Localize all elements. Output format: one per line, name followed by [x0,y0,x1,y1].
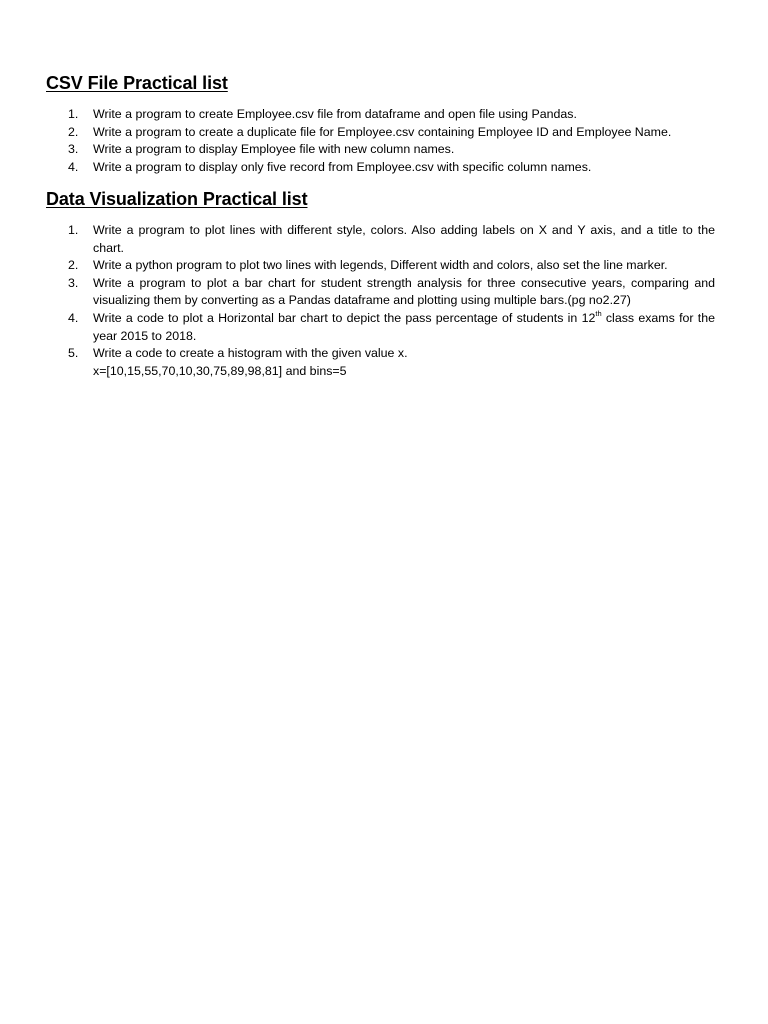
list-item-text [93,345,715,380]
list-item-text: Write a program to create a duplicate file for Employee.csv containing Employee ID and Employee Name. [93,124,672,139]
list-item [0,222,715,257]
list-item-text-start: Write a code to plot a Horizontal bar chart to depict the pass percentage of students in 12 [93,310,596,325]
list-item-number: 1. [68,107,79,121]
list-item-text: Write a python program to plot two lines with legends, Different width and colors, also set the line marker. [93,258,668,273]
csv-section-heading: CSV File Practical list [46,73,228,93]
list-item-text: Write a program to display only five record from Employee.csv with specific column names. [93,159,592,174]
list-item-number: 3. [68,275,79,290]
list-item [0,257,715,275]
list-item [0,106,715,124]
list-item [0,159,715,177]
list-item [0,275,715,310]
ordinal-superscript: th [595,308,602,318]
list-item-number: 1. [68,223,79,237]
list-item-text: Write a program to plot a bar chart for student strength analysis for three consecutive years, comparing and visualizing them by converting as a Pandas dataframe and plotting using multiple bars.(pg no2.27) [93,275,715,308]
list-item-text: Write a program to create Employee.csv file from dataframe and open file using Pandas. [93,107,577,121]
list-item-number: 2. [68,124,79,139]
csv-practical-list [0,106,720,176]
list-item [0,310,715,345]
list-item-number: 2. [68,258,79,273]
list-item-text-end: class exams for the year 2015 to 2018. [93,310,715,343]
list-item-number: 4. [68,310,79,325]
list-item-text [93,310,715,345]
list-item [0,141,715,159]
list-item [0,345,715,380]
list-item-text: Write a program to plot lines with different style, colors. Also adding labels on X and Y axis, and a title to the chart. [93,223,715,255]
list-item-number: 4. [68,159,79,174]
list-item-text: Write a program to display Employee file with new column names. [93,142,455,157]
list-item [0,124,715,142]
data-visualization-practical-list [0,222,720,380]
list-item-text-line: Write a code to create a histogram with the given value x. [93,346,408,361]
list-item-number: 3. [68,142,79,157]
list-item-number: 5. [68,346,79,361]
data-visualization-section-heading: Data Visualization Practical list [46,189,308,209]
code-snippet-line: x=[10,15,55,70,10,30,75,89,98,81] and bins=5 [93,363,347,378]
